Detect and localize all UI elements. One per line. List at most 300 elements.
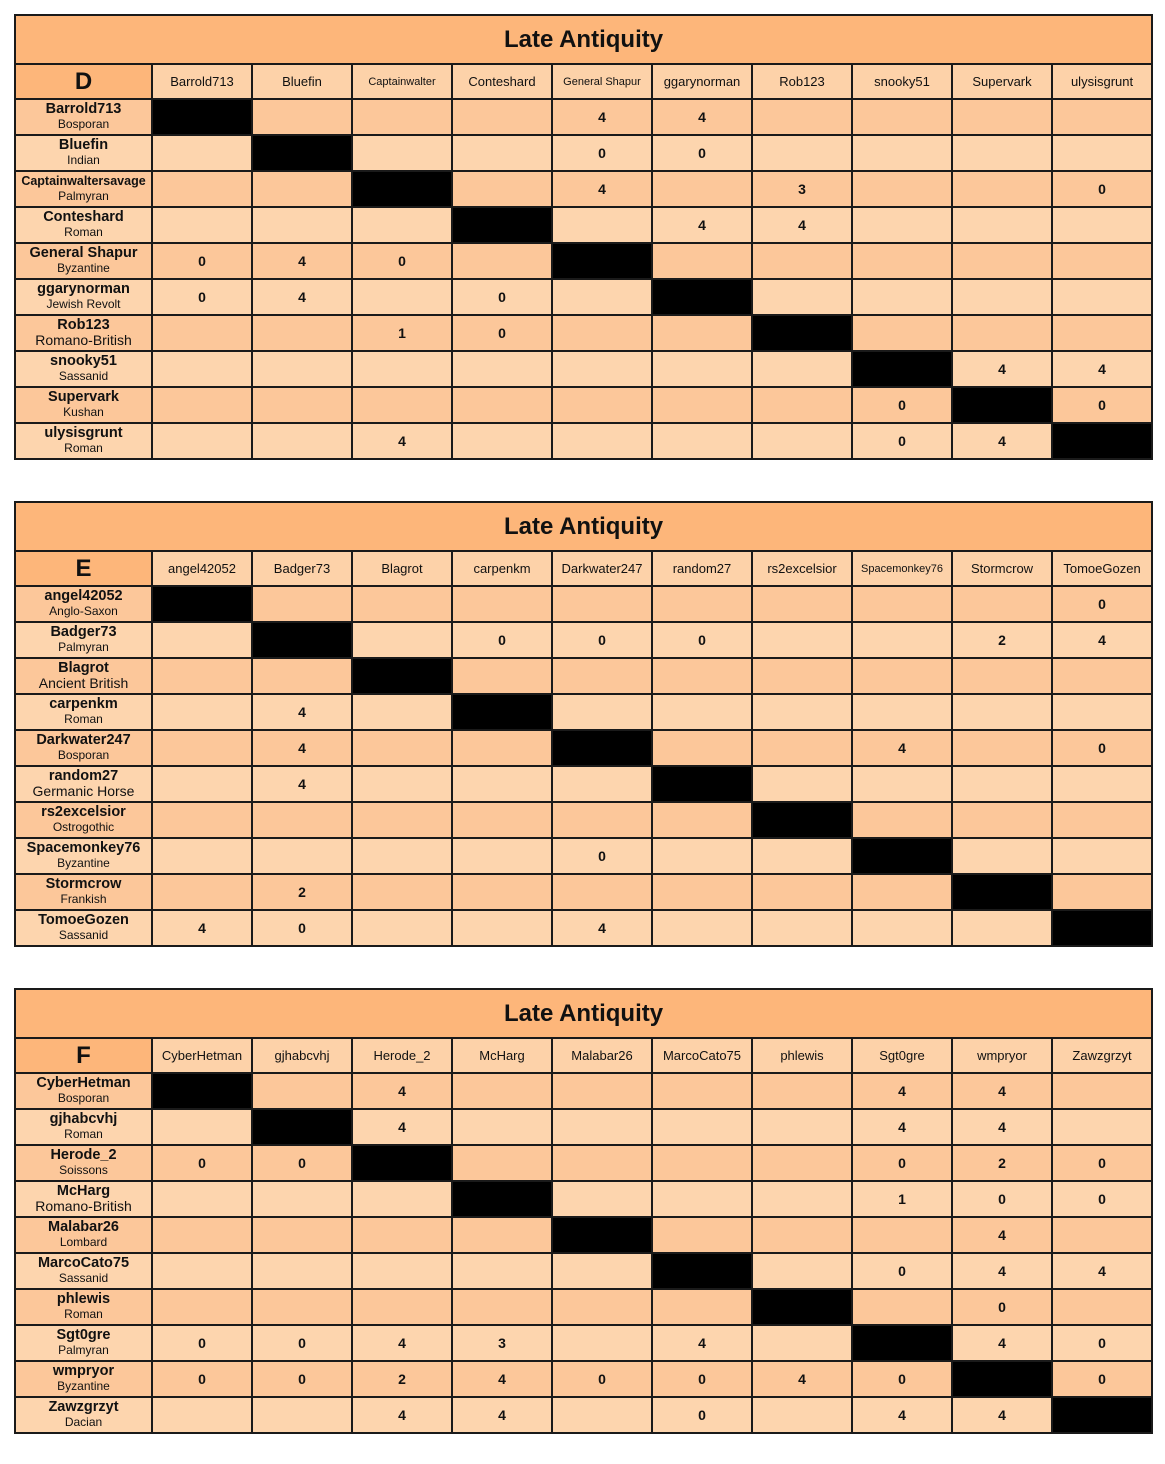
score-cell: [852, 207, 952, 243]
score-cell: [152, 315, 252, 351]
score-cell: [152, 1217, 252, 1253]
table-row: [15, 1109, 1152, 1145]
score-cell: [452, 1073, 552, 1109]
score-cell: [852, 99, 952, 135]
score-cell: 4: [252, 766, 352, 802]
score-cell: 1: [852, 1181, 952, 1217]
score-cell: [952, 766, 1052, 802]
table-row: [15, 766, 1152, 802]
player-name: Badger73: [50, 624, 117, 640]
diagonal-cell: [952, 874, 1052, 910]
diagonal-cell: [552, 730, 652, 766]
table-row: [15, 207, 1152, 243]
score-cell: 4: [1052, 351, 1152, 387]
score-cell: [752, 135, 852, 171]
score-cell: [152, 658, 252, 694]
score-cell: [352, 1253, 452, 1289]
diagonal-cell: [852, 351, 952, 387]
score-cell: 0: [552, 135, 652, 171]
score-cell: 0: [852, 1253, 952, 1289]
player-cell: [15, 874, 152, 910]
diagonal-cell: [452, 1181, 552, 1217]
table-row: [15, 802, 1152, 838]
diagonal-cell: [252, 1109, 352, 1145]
score-cell: [252, 838, 352, 874]
column-header: carpenkm: [452, 551, 552, 586]
score-cell: [1052, 1073, 1152, 1109]
score-cell: [1052, 874, 1152, 910]
table-row: [15, 279, 1152, 315]
table-row: [15, 99, 1152, 135]
score-cell: 4: [352, 1109, 452, 1145]
score-cell: 0: [252, 910, 352, 946]
score-cell: [652, 351, 752, 387]
score-cell: [352, 802, 452, 838]
score-cell: [752, 279, 852, 315]
score-cell: [852, 171, 952, 207]
player-faction: Romano-British: [35, 332, 132, 348]
score-cell: [452, 1253, 552, 1289]
score-cell: 3: [752, 171, 852, 207]
table-row: [15, 838, 1152, 874]
pool-title: Late Antiquity: [15, 15, 1152, 64]
player-cell: [15, 171, 152, 207]
score-cell: [652, 1073, 752, 1109]
score-cell: 4: [252, 279, 352, 315]
score-cell: 4: [852, 1109, 952, 1145]
score-cell: [252, 171, 352, 207]
table-row: [15, 1289, 1152, 1325]
score-cell: [252, 387, 352, 423]
score-cell: [952, 586, 1052, 622]
table-row: [15, 1253, 1152, 1289]
score-cell: [152, 1289, 252, 1325]
score-cell: [952, 658, 1052, 694]
pool-table-f: [14, 988, 1153, 1434]
score-cell: [152, 874, 252, 910]
player-name: Blagrot: [58, 660, 109, 676]
player-name: Herode_2: [50, 1147, 117, 1163]
score-cell: [752, 1073, 852, 1109]
score-cell: [152, 1253, 252, 1289]
diagonal-cell: [452, 694, 552, 730]
pool-title: Late Antiquity: [15, 502, 1152, 551]
score-cell: [1052, 694, 1152, 730]
score-cell: [252, 1073, 352, 1109]
score-cell: [352, 135, 452, 171]
score-cell: 0: [552, 838, 652, 874]
player-faction: Frankish: [60, 892, 107, 906]
player-cell: [15, 658, 152, 694]
player-faction: Byzantine: [57, 856, 110, 870]
diagonal-cell: [1052, 423, 1152, 459]
column-header: Captainwalter: [352, 64, 452, 99]
player-faction: Byzantine: [57, 1379, 110, 1393]
column-header: ulysisgrunt: [1052, 64, 1152, 99]
score-cell: [352, 351, 452, 387]
score-cell: [752, 351, 852, 387]
player-faction: Roman: [64, 225, 103, 239]
score-cell: [352, 838, 452, 874]
player-cell: [15, 243, 152, 279]
score-cell: [1052, 99, 1152, 135]
table-row: [15, 1145, 1152, 1181]
player-faction: Bosporan: [57, 117, 110, 131]
player-name: McHarg: [56, 1183, 111, 1199]
diagonal-cell: [152, 586, 252, 622]
score-cell: 0: [552, 622, 652, 658]
player-name: Captainwaltersavage: [21, 174, 146, 188]
score-cell: [152, 622, 252, 658]
score-cell: [552, 1109, 652, 1145]
column-header: Rob123: [752, 64, 852, 99]
table-row: [15, 658, 1152, 694]
score-cell: [752, 694, 852, 730]
score-cell: [1052, 802, 1152, 838]
player-faction: Germanic Horse: [32, 783, 135, 799]
score-cell: [252, 658, 352, 694]
player-faction: Romano-British: [35, 1198, 132, 1214]
score-cell: [452, 387, 552, 423]
score-cell: 0: [1052, 1145, 1152, 1181]
table-row: [15, 694, 1152, 730]
score-cell: [1052, 1109, 1152, 1145]
score-cell: 4: [752, 1361, 852, 1397]
score-cell: 4: [852, 730, 952, 766]
score-cell: [1052, 207, 1152, 243]
column-header: gjhabcvhj: [252, 1038, 352, 1073]
score-cell: [552, 1181, 652, 1217]
score-cell: 0: [252, 1361, 352, 1397]
score-cell: [652, 243, 752, 279]
score-cell: [552, 1145, 652, 1181]
score-cell: [852, 1217, 952, 1253]
score-cell: [552, 387, 652, 423]
diagonal-cell: [552, 1217, 652, 1253]
score-cell: [952, 694, 1052, 730]
column-header: Conteshard: [452, 64, 552, 99]
score-cell: [752, 622, 852, 658]
score-cell: [952, 838, 1052, 874]
player-name: CyberHetman: [36, 1075, 131, 1091]
player-cell: [15, 838, 152, 874]
score-cell: [352, 622, 452, 658]
score-cell: [552, 207, 652, 243]
score-cell: [752, 766, 852, 802]
score-cell: 0: [252, 1325, 352, 1361]
score-cell: 4: [752, 207, 852, 243]
player-name: Darkwater247: [36, 732, 131, 748]
score-cell: [852, 315, 952, 351]
player-cell: [15, 1073, 152, 1109]
score-cell: [152, 135, 252, 171]
player-faction: Sassanid: [58, 1271, 109, 1285]
column-header: Malabar26: [552, 1038, 652, 1073]
score-cell: 3: [452, 1325, 552, 1361]
score-cell: [352, 99, 452, 135]
column-header: Badger73: [252, 551, 352, 586]
score-cell: [152, 351, 252, 387]
score-cell: [352, 207, 452, 243]
column-header: angel42052: [152, 551, 252, 586]
diagonal-cell: [452, 207, 552, 243]
player-faction: Palmyran: [58, 189, 109, 203]
score-cell: [452, 1145, 552, 1181]
score-cell: [252, 1289, 352, 1325]
player-name: random27: [48, 768, 119, 784]
score-cell: 1: [352, 315, 452, 351]
score-cell: [252, 99, 352, 135]
score-cell: 4: [952, 1253, 1052, 1289]
table-row: [15, 171, 1152, 207]
score-cell: [852, 910, 952, 946]
player-name: Rob123: [57, 317, 110, 333]
player-cell: [15, 207, 152, 243]
player-name: Conteshard: [43, 209, 124, 225]
column-header: McHarg: [452, 1038, 552, 1073]
player-cell: [15, 1397, 152, 1433]
score-cell: [752, 910, 852, 946]
score-cell: [752, 1109, 852, 1145]
score-cell: [652, 658, 752, 694]
score-cell: 4: [952, 1073, 1052, 1109]
score-cell: 0: [1052, 586, 1152, 622]
column-header: TomoeGozen: [1052, 551, 1152, 586]
score-cell: [552, 766, 652, 802]
score-cell: [652, 874, 752, 910]
score-cell: 4: [252, 730, 352, 766]
score-cell: [552, 315, 652, 351]
score-cell: [152, 694, 252, 730]
score-cell: [852, 802, 952, 838]
score-cell: [252, 1253, 352, 1289]
score-cell: [252, 315, 352, 351]
player-faction: Sassanid: [58, 928, 109, 942]
diagonal-cell: [252, 622, 352, 658]
score-cell: 4: [552, 910, 652, 946]
player-faction: Sassanid: [58, 369, 109, 383]
score-cell: 4: [952, 351, 1052, 387]
score-cell: [452, 658, 552, 694]
column-header: Herode_2: [352, 1038, 452, 1073]
score-cell: [852, 766, 952, 802]
diagonal-cell: [752, 315, 852, 351]
player-name: angel42052: [44, 588, 123, 604]
score-cell: 4: [452, 1397, 552, 1433]
pool-letter: F: [15, 1038, 152, 1073]
diagonal-cell: [352, 658, 452, 694]
score-cell: [952, 315, 1052, 351]
score-cell: [1052, 1289, 1152, 1325]
score-cell: [152, 423, 252, 459]
score-cell: 0: [152, 1361, 252, 1397]
score-cell: [652, 171, 752, 207]
pool-title: Late Antiquity: [15, 989, 1152, 1038]
column-header: Sgt0gre: [852, 1038, 952, 1073]
score-cell: [652, 1217, 752, 1253]
diagonal-cell: [652, 1253, 752, 1289]
score-cell: [452, 1289, 552, 1325]
score-cell: [352, 586, 452, 622]
score-cell: [652, 387, 752, 423]
column-header: Zawzgrzyt: [1052, 1038, 1152, 1073]
player-cell: [15, 1253, 152, 1289]
player-faction: Palmyran: [58, 1343, 109, 1357]
score-cell: 4: [352, 1397, 452, 1433]
score-cell: [952, 207, 1052, 243]
score-cell: 2: [252, 874, 352, 910]
diagonal-cell: [1052, 910, 1152, 946]
score-cell: [952, 730, 1052, 766]
score-cell: [752, 1253, 852, 1289]
score-cell: 4: [252, 243, 352, 279]
score-cell: [752, 730, 852, 766]
score-cell: [752, 874, 852, 910]
score-cell: [252, 423, 352, 459]
score-cell: [652, 910, 752, 946]
score-cell: [652, 1145, 752, 1181]
score-cell: [452, 99, 552, 135]
table-row: [15, 1397, 1152, 1433]
table-row: [15, 387, 1152, 423]
diagonal-cell: [152, 1073, 252, 1109]
score-cell: [252, 586, 352, 622]
score-cell: [452, 243, 552, 279]
score-cell: [152, 802, 252, 838]
score-cell: 0: [152, 1145, 252, 1181]
score-cell: [752, 586, 852, 622]
player-name: rs2excelsior: [41, 804, 126, 820]
player-faction: Ancient British: [38, 675, 129, 691]
table-row: [15, 874, 1152, 910]
score-cell: 4: [652, 99, 752, 135]
score-cell: 4: [252, 694, 352, 730]
player-cell: [15, 694, 152, 730]
score-cell: [452, 586, 552, 622]
diagonal-cell: [1052, 1397, 1152, 1433]
score-cell: [652, 315, 752, 351]
score-cell: 4: [352, 1073, 452, 1109]
player-name: MarcoCato75: [37, 1255, 130, 1271]
score-cell: [652, 1109, 752, 1145]
table-row: [15, 351, 1152, 387]
player-name: snooky51: [50, 353, 117, 369]
score-cell: [452, 766, 552, 802]
score-cell: 4: [1052, 622, 1152, 658]
score-cell: [1052, 838, 1152, 874]
score-cell: [352, 910, 452, 946]
score-cell: [752, 1145, 852, 1181]
player-cell: [15, 730, 152, 766]
score-cell: 0: [652, 1361, 752, 1397]
player-name: Supervark: [48, 389, 119, 405]
player-name: TomoeGozen: [38, 912, 129, 928]
score-cell: 0: [452, 622, 552, 658]
diagonal-cell: [752, 802, 852, 838]
pool-letter: D: [15, 64, 152, 99]
player-cell: [15, 1109, 152, 1145]
score-cell: [152, 730, 252, 766]
column-header: rs2excelsior: [752, 551, 852, 586]
player-faction: Jewish Revolt: [46, 297, 121, 311]
score-cell: [752, 1397, 852, 1433]
score-cell: [952, 99, 1052, 135]
score-cell: [752, 658, 852, 694]
player-faction: Ostrogothic: [52, 820, 115, 834]
score-cell: [752, 99, 852, 135]
column-header: ggarynorman: [652, 64, 752, 99]
table-row: [15, 1325, 1152, 1361]
score-cell: [852, 658, 952, 694]
player-faction: Bosporan: [57, 748, 110, 762]
diagonal-cell: [952, 387, 1052, 423]
score-cell: 0: [952, 1181, 1052, 1217]
player-name: Spacemonkey76: [26, 840, 141, 856]
score-cell: 2: [352, 1361, 452, 1397]
player-cell: [15, 802, 152, 838]
pool-table-e: [14, 501, 1153, 947]
player-cell: [15, 586, 152, 622]
score-cell: 0: [352, 243, 452, 279]
player-name: phlewis: [56, 1291, 111, 1307]
score-cell: 0: [1052, 730, 1152, 766]
column-header: wmpryor: [952, 1038, 1052, 1073]
table-row: [15, 1181, 1152, 1217]
column-header: snooky51: [852, 64, 952, 99]
score-cell: 4: [852, 1073, 952, 1109]
score-cell: [352, 1217, 452, 1253]
score-cell: [352, 694, 452, 730]
score-cell: [1052, 315, 1152, 351]
score-cell: [852, 1289, 952, 1325]
score-cell: [752, 423, 852, 459]
player-faction: Bosporan: [57, 1091, 110, 1105]
score-cell: [252, 207, 352, 243]
score-cell: 0: [1052, 1361, 1152, 1397]
score-cell: [852, 243, 952, 279]
score-cell: [652, 838, 752, 874]
score-cell: [552, 586, 652, 622]
player-name: Zawzgrzyt: [48, 1399, 119, 1415]
player-cell: [15, 387, 152, 423]
column-header: Darkwater247: [552, 551, 652, 586]
score-cell: [952, 135, 1052, 171]
player-name: General Shapur: [29, 245, 138, 261]
score-cell: [352, 387, 452, 423]
column-header: MarcoCato75: [652, 1038, 752, 1073]
score-cell: [752, 1217, 852, 1253]
score-cell: 4: [652, 207, 752, 243]
score-cell: [452, 730, 552, 766]
column-header: Barrold713: [152, 64, 252, 99]
player-cell: [15, 1181, 152, 1217]
player-name: Sgt0gre: [56, 1327, 111, 1343]
player-cell: [15, 99, 152, 135]
player-faction: Roman: [64, 1127, 103, 1141]
score-cell: [852, 874, 952, 910]
score-cell: 0: [652, 1397, 752, 1433]
score-cell: [852, 694, 952, 730]
score-cell: [252, 351, 352, 387]
score-cell: [652, 1181, 752, 1217]
player-name: Bluefin: [58, 137, 109, 153]
score-cell: 0: [852, 1361, 952, 1397]
player-cell: [15, 1217, 152, 1253]
score-cell: 0: [952, 1289, 1052, 1325]
score-cell: [352, 730, 452, 766]
score-cell: 0: [252, 1145, 352, 1181]
score-cell: [152, 1181, 252, 1217]
